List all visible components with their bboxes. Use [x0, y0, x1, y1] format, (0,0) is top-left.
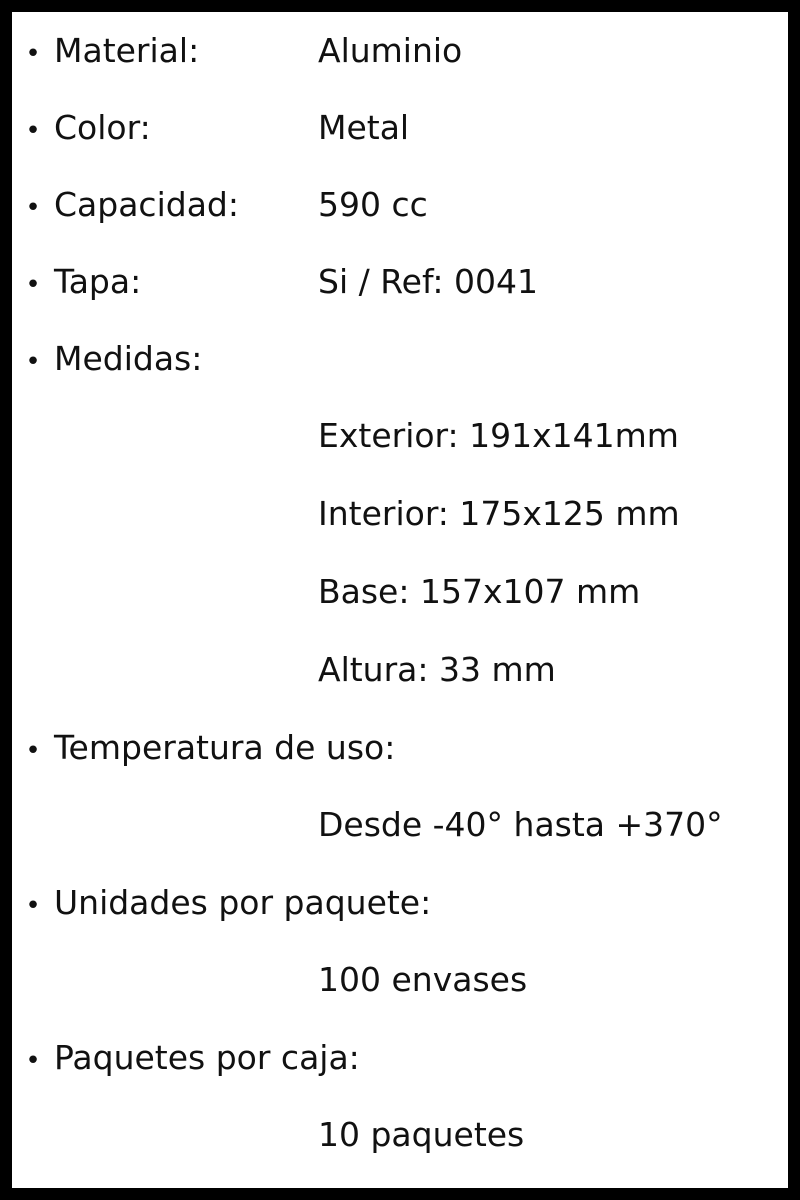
bullet-icon: •: [25, 347, 41, 377]
temperature-value-row: [12, 786, 788, 864]
spec-label: Temperatura de uso:: [54, 728, 396, 767]
spec-value: 590 cc: [318, 185, 428, 224]
measurement-row-exterior: [12, 397, 788, 475]
bullet-icon: •: [25, 891, 41, 921]
spec-sheet: [12, 12, 788, 1188]
units-per-package-value: 100 envases: [318, 960, 528, 999]
measurement-value: Base: 157x107 mm: [318, 572, 641, 611]
spec-value: Si / Ref: 0041: [318, 262, 538, 301]
bullet-icon: •: [25, 116, 41, 146]
spec-label: Paquetes por caja:: [54, 1038, 360, 1077]
bullet-icon: •: [25, 193, 41, 223]
measurement-value: Altura: 33 mm: [318, 650, 556, 689]
temperature-value: Desde -40° hasta +370°: [318, 805, 723, 844]
measurement-row-base: [12, 553, 788, 631]
spec-value: Metal: [318, 108, 410, 147]
bullet-icon: •: [25, 736, 41, 766]
spec-value: Aluminio: [318, 31, 463, 70]
packages-per-box-value: 10 paquetes: [318, 1115, 525, 1154]
spec-row-material: [12, 12, 788, 89]
spec-label: Medidas:: [54, 339, 203, 378]
bullet-icon: •: [25, 1046, 41, 1076]
measurement-value: Interior: 175x125 mm: [318, 494, 680, 533]
bullet-icon: •: [25, 270, 41, 300]
measurement-row-altura: [12, 631, 788, 709]
spec-row-tapa: [12, 243, 788, 320]
units-per-package-value-row: [12, 941, 788, 1019]
spec-label: Capacidad:: [54, 185, 239, 224]
spec-row-paquetes-por-caja: [12, 1019, 788, 1096]
packages-per-box-value-row: [12, 1096, 788, 1174]
measurement-value: Exterior: 191x141mm: [318, 416, 679, 455]
bullet-icon: •: [25, 39, 41, 69]
spec-label: Unidades por paquete:: [54, 883, 432, 922]
spec-row-medidas: [12, 320, 788, 397]
spec-row-capacidad: [12, 166, 788, 243]
spec-label: Material:: [54, 31, 200, 70]
specification-list: [12, 12, 788, 1174]
spec-row-color: [12, 89, 788, 166]
spec-row-unidades-por-paquete: [12, 864, 788, 941]
spec-label: Color:: [54, 108, 151, 147]
measurement-row-interior: [12, 475, 788, 553]
spec-row-temperatura: [12, 709, 788, 786]
spec-label: Tapa:: [54, 262, 142, 301]
